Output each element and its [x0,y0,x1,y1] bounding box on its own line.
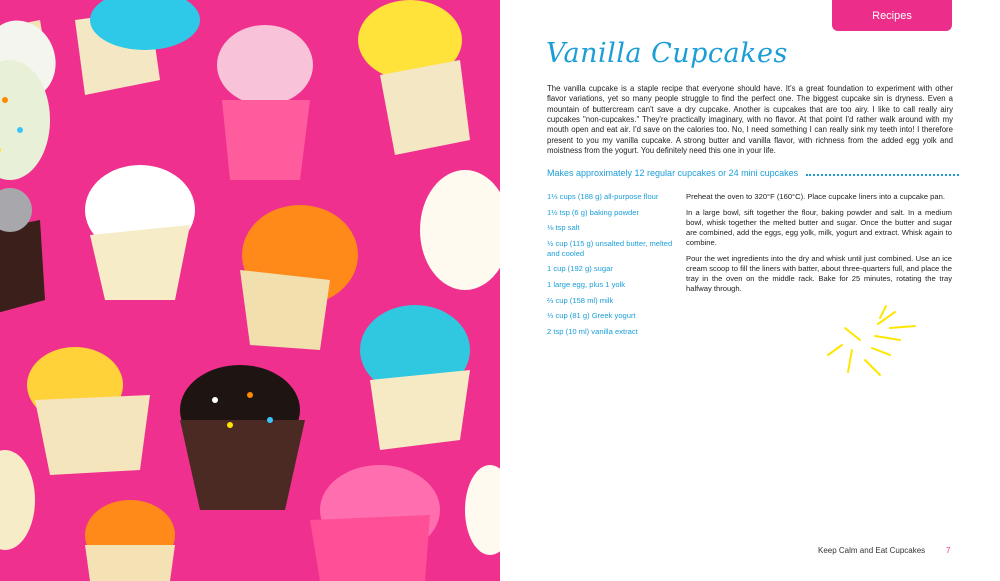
ingredient-item: 1 cup (192 g) sugar [547,264,613,274]
ingredient-item: 1 large egg, plus 1 yolk [547,279,626,289]
ingredient-item: 1½ tsp (6 g) baking powder [547,207,640,217]
method-step: In a large bowl, sift together the flour, baking powder and salt. In a medium bowl, whisk together the melted butter and sugar. Once the butter and sugar are combined, add the eggs, egg yolk, milk, yogurt and extract. Whisk again to combine. [686,208,952,247]
recipe-yield-text: Makes approximately 12 regular cupcakes or 24 mini cupcakes [547,168,799,178]
method-step: Pour the wet ingredients into the dry and whisk until just combined. Use an ice cream scoop to fill the liners with batter, about three-quarters full, and place the tray in the oven on the middle rack. Bake for 25 minutes, rotating the tray halfway through. [686,254,952,293]
recipes-tab-label: Recipes [872,9,912,22]
ingredient-item: 2 tsp (10 ml) vanilla extract [547,326,638,336]
ingredient-item: ⅛ tsp salt [547,223,580,233]
recipe-title: Vanilla Cupcakes [546,38,788,69]
recipes-tab[interactable] [832,0,952,31]
method-step: Preheat the oven to 320°F (160°C). Place cupcake liners into a cupcake pan. [686,192,945,201]
ingredient-item: ½ cup (115 g) unsalted butter, melted and cooled [547,238,673,258]
recipe-yield [547,168,959,178]
cupcake [180,365,305,510]
page-number: 7 [946,546,951,555]
cupcake [217,25,313,180]
recipe-intro: The vanilla cupcake is a staple recipe that everyone should have. It's a great foundation to experiment with other flavor variations, yet so many people struggle to find the perfect one. The biggest cupcake sin is dryness. Even a mountain of buttercream can't save a dry cupcake. Another is cupcakes that are too airy. I like to call really airy cupcakes "non-cupcakes." They're practically imaginary, with no flavor. At that point I'd rather walk around with my mouth open and eat air. I'd save on the calories too. No, I need something I can really sink my teeth into! I therefore present to you my vanilla cupcake. A strong butter and vanilla flavor, with richness from the added egg yolk and moistness from the yogurt. You definitely need this one in your life. [547,83,953,156]
book-title-footer: Keep Calm and Eat Cupcakes [818,546,926,555]
method-steps [686,192,952,300]
ingredient-item: 1⅓ cups (188 g) all-purpose flour [547,192,659,201]
ingredient-item: ⅓ cup (81 g) Greek yogurt [547,311,636,321]
sunburst-icon [820,300,920,380]
dotted-divider [806,174,959,176]
ingredient-item: ⅔ cup (158 ml) milk [547,295,614,305]
recipe-page [500,0,1000,581]
ingredients-list [547,192,677,342]
cupcake [85,500,175,581]
cupcake [85,165,195,300]
